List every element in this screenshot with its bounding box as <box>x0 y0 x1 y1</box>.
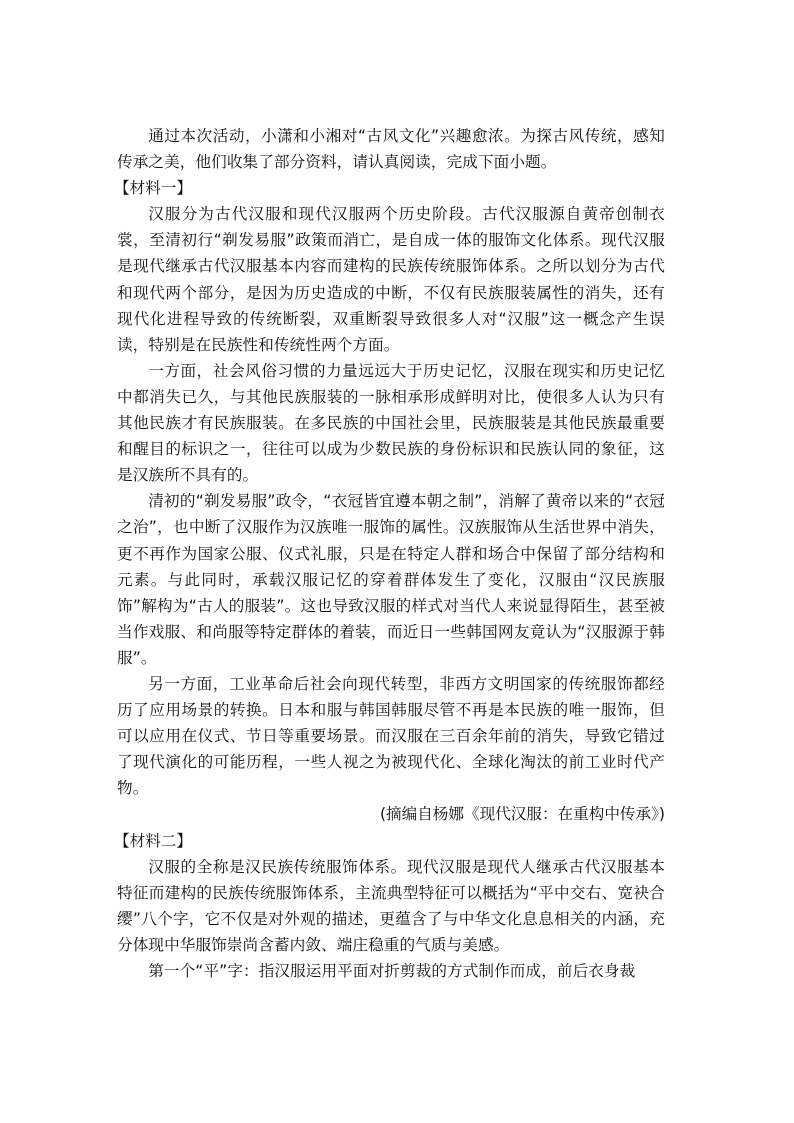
material1-heading: 【材料一】 <box>114 179 192 198</box>
material2-paragraph-1: 汉服的全称是汉民族传统服饰体系。现代汉服是现代人继承古代汉服基本特征而建构的民族传统服饰体系，主流典型特征可以概括为“平中交右、宽袂合缨”八个字，它不仅是对外观的描述，更蕴含了与中华文化息息相关的内涵，充分体现中华服饰崇尚含蓄内敛、端庄稳重的气质与美感。 <box>117 857 665 954</box>
material2-heading: 【材料二】 <box>114 831 192 850</box>
intro-paragraph: 通过本次活动，小潇和小湘对“古风文化”兴趣愈浓。为探古风传统，感知传承之美，他们收集了部分资料，请认真阅读，完成下面小题。 <box>117 127 665 172</box>
material2-paragraph-2: 第一个“平”字：指汉服运用平面对折剪裁的方式制作而成，前后衣身裁 <box>148 962 636 980</box>
material1-paragraph-3: 清初的“剃发易服”政令，“衣冠皆宜遵本朝之制”，消解了黄帝以来的“衣冠之治”，也中断了汉服作为汉族唯一服饰的属性。汉族服饰从生活世界中消失，更不再作为国家公服、仪式礼服，只是在特定人群和场合中保留了部分结构和元素。与此同时，承载汉服记忆的穿着群体发生了变化，汉服由“汉民族服饰”解构为“古人的服装”。这也导致汉服的样式对当代人来说显得陌生，甚至被当作戏服、和尚服等特定群体的着装，而近日一些韩国网友竟认为“汉服源于韩服”。 <box>117 492 665 667</box>
material1-source: (摘编自杨娜《现代汉服：在重构中传承》) <box>379 805 665 824</box>
document-page <box>114 123 665 984</box>
material1-paragraph-1: 汉服分为古代汉服和现代汉服两个历史阶段。古代汉服源自黄帝创制衣裳，至清初行“剃发易服”政策而消亡，是自成一体的服饰文化体系。现代汉服是现代继承古代汉服基本内容而建构的民族传统服饰体系。之所以划分为古代和现代两个部分，是因为历史造成的中断，不仅有民族服装属性的消失，还有现代化进程导致的传统断裂，双重断裂导致很多人对“汉服”这一概念产生误读，特别是在民族性和传统性两个方面。 <box>117 205 665 354</box>
material1-paragraph-4: 另一方面，工业革命后社会向现代转型，非西方文明国家的传统服饰都经历了应用场景的转换。日本和服与韩国韩服尽管不再是本民族的唯一服饰，但可以应用在仪式、节日等重要场景。而汉服在三百余年前的消失，导致它错过了现代演化的可能历程，一些人视之为被现代化、全球化淘汰的前工业时代产物。 <box>117 674 665 798</box>
material1-paragraph-2: 一方面，社会风俗习惯的力量远远大于历史记忆，汉服在现实和历史记忆中都消失已久，与其他民族服装的一脉相承形成鲜明对比，使很多人认为只有其他民族才有民族服装。在多民族的中国社会里，民族服装是其他民族最重要和醒目的标识之一，往往可以成为少数民族的身份标识和民族认同的象征，这是汉族所不具有的。 <box>117 361 665 485</box>
